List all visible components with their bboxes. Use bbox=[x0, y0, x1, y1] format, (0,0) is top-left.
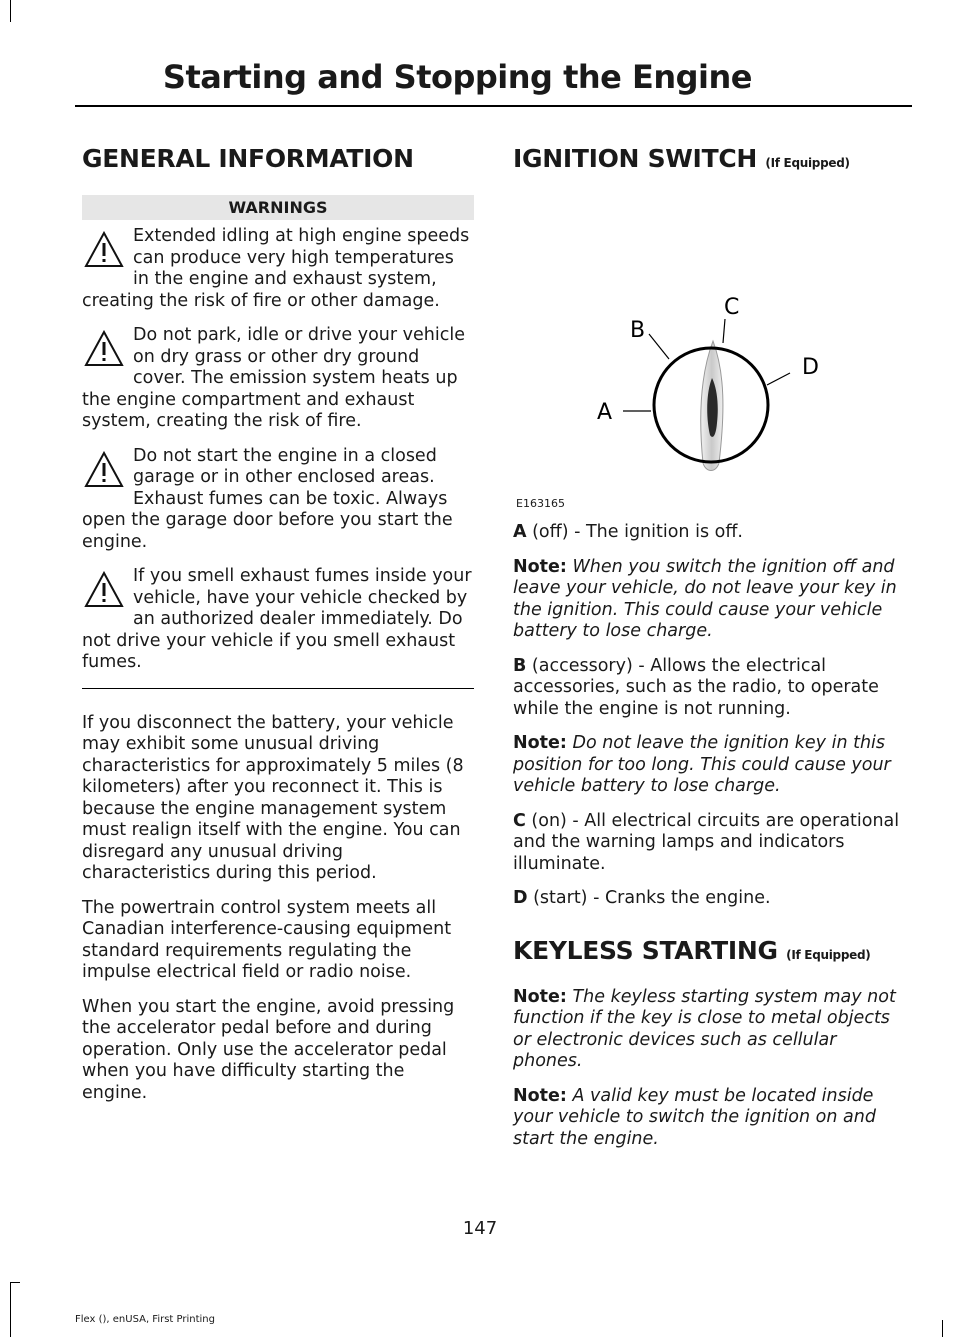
note-paragraph: Note: Do not leave the ignition key in this position for too long. This could cause your vehicle battery to lose charge. bbox=[513, 733, 891, 796]
general-information-heading: GENERAL INFORMATION bbox=[82, 144, 414, 173]
section-divider bbox=[82, 688, 474, 689]
body-paragraph: If you disconnect the battery, your vehicle may exhibit some unusual driving characteristics for approximately 5 miles (8 kilometers) after you reconnect it. This is because the engine management system must realign itself with the engine. You can disregard any unusual driving characteristics during this period. bbox=[82, 712, 464, 883]
warning-text: Do not park, idle or drive your vehicle on dry grass or other dry ground cover. The emission system heats up the engine compartment and exhaust system, creating the risk of fire. bbox=[82, 325, 465, 431]
position-d-description: D (start) - Cranks the engine. bbox=[513, 888, 771, 908]
warning-text: If you smell exhaust fumes inside your vehicle, have your vehicle checked by an authorized dealer immediately. Do not drive your vehicle if you smell exhaust fumes. bbox=[82, 566, 472, 672]
if-equipped-label: (If Equipped) bbox=[786, 947, 871, 962]
warning-triangle-icon bbox=[84, 330, 124, 368]
note-paragraph: Note: The keyless starting system may not function if the key is close to metal objects or electronic devices such as cellular phones. bbox=[513, 986, 896, 1071]
position-label-a: A bbox=[597, 400, 613, 425]
page-header-title: Starting and Stopping the Engine bbox=[162, 58, 752, 96]
position-label-c: C bbox=[724, 295, 740, 320]
right-column bbox=[513, 130, 908, 1163]
warning-triangle-icon bbox=[84, 571, 124, 609]
position-letter: D bbox=[513, 888, 528, 908]
body-paragraph: The powertrain control system meets all Canadian interference-causing equipment standard requirements regulating the impulse electrical field or radio noise. bbox=[82, 897, 452, 982]
note-paragraph: Note: A valid key must be located inside your vehicle to switch the ignition on and start the engine. bbox=[513, 1085, 876, 1149]
position-b-description: B (accessory) - Allows the electrical accessories, such as the radio, to operate while the engine is not running. bbox=[513, 655, 879, 719]
crop-mark bbox=[10, 0, 11, 22]
ignition-switch-heading-text: IGNITION SWITCH bbox=[513, 144, 757, 173]
if-equipped-label: (If Equipped) bbox=[765, 156, 850, 170]
page-number: 147 bbox=[462, 1218, 498, 1239]
warning-item bbox=[82, 226, 474, 312]
position-a-description: A (off) - The ignition is off. bbox=[513, 522, 743, 542]
keyless-starting-heading-text: KEYLESS STARTING bbox=[513, 935, 778, 965]
warning-text: Extended idling at high engine speeds can produce very high temperatures in the engine and exhaust system, creating the risk of fire or other damage. bbox=[82, 226, 470, 311]
figure-id: E163165 bbox=[516, 497, 565, 510]
body-paragraph: When you start the engine, avoid pressing the accelerator pedal before and during operation. Only use the accelerator pedal when you have difficulty starting the engine. bbox=[82, 996, 455, 1103]
warning-text: Do not start the engine in a closed garage or in other enclosed areas. Exhaust fumes can be toxic. Always open the garage door before you start the engine. bbox=[82, 445, 453, 552]
position-label-b: B bbox=[630, 318, 646, 343]
left-column bbox=[82, 130, 474, 1117]
position-letter: C bbox=[513, 810, 526, 831]
warning-triangle-icon bbox=[84, 231, 124, 269]
ignition-switch-diagram bbox=[513, 173, 908, 518]
warning-item bbox=[82, 446, 474, 554]
warning-triangle-icon bbox=[84, 451, 124, 489]
ignition-switch-figure bbox=[513, 173, 908, 518]
position-letter: B bbox=[513, 655, 527, 676]
crop-mark bbox=[10, 1282, 20, 1283]
position-letter: A bbox=[513, 522, 527, 542]
warnings-header: WARNINGS bbox=[82, 195, 474, 220]
crop-mark bbox=[942, 1320, 943, 1337]
warning-item bbox=[82, 566, 474, 674]
note-paragraph: Note: When you switch the ignition off and leave your vehicle, do not leave your key in the ignition. This could cause your vehicle battery to lose charge. bbox=[513, 556, 897, 641]
position-label-d: D bbox=[802, 355, 819, 380]
header-rule bbox=[75, 105, 912, 107]
crop-mark bbox=[10, 1282, 11, 1337]
ignition-switch-heading bbox=[513, 144, 908, 173]
keyless-starting-heading bbox=[513, 936, 908, 965]
position-c-description: C (on) - All electrical circuits are operational and the warning lamps and indicators illuminate. bbox=[513, 810, 900, 874]
warning-item bbox=[82, 325, 474, 433]
edition-footer: Flex (), enUSA, First Printing bbox=[75, 1314, 215, 1325]
